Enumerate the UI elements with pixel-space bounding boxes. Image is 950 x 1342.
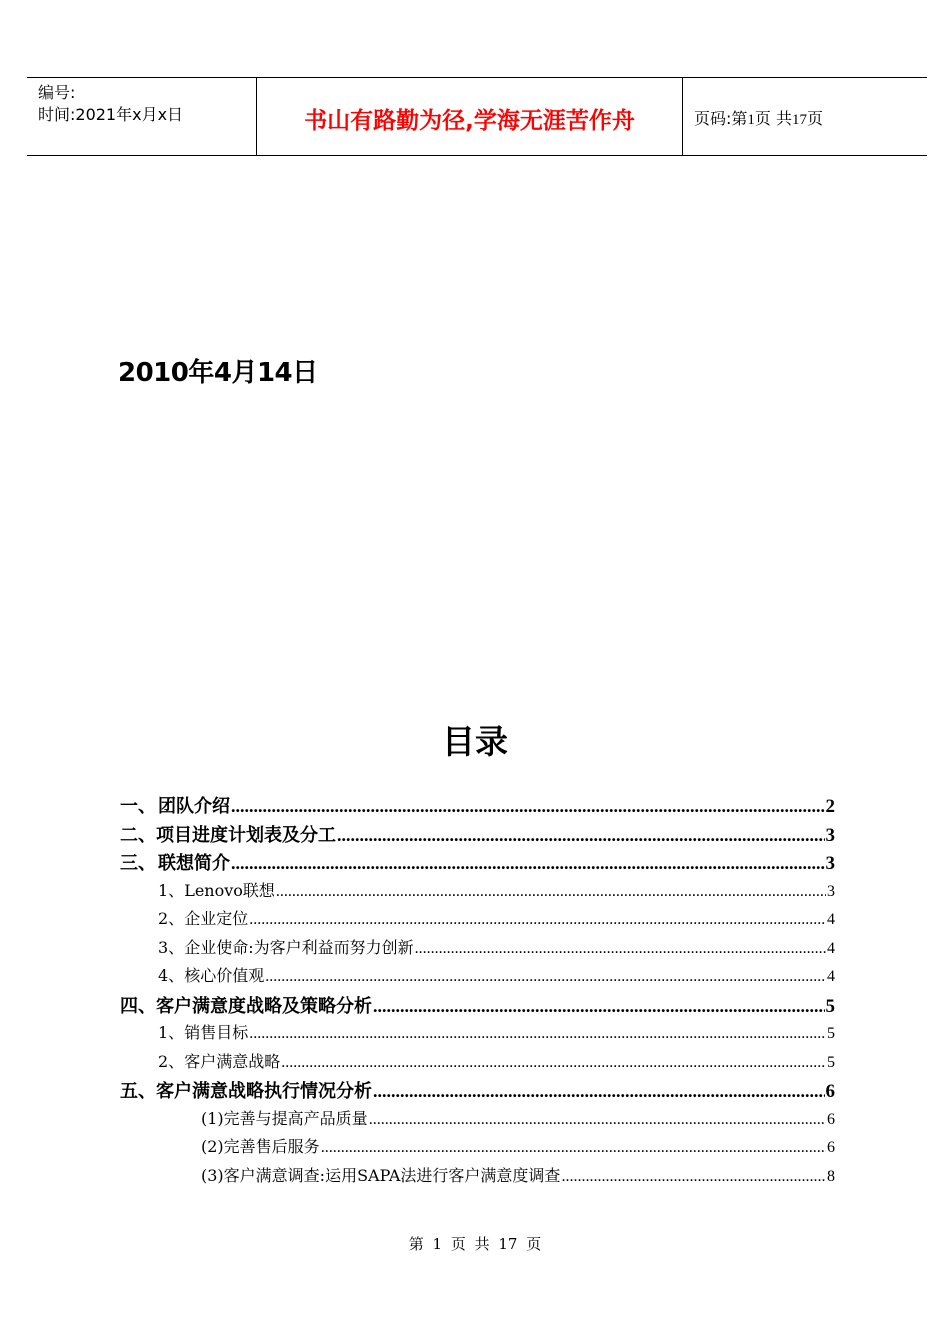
toc-entry-number: 二、 — [120, 825, 156, 846]
toc-entry-text: 完善与提高产品质量 — [223, 1109, 368, 1128]
toc-entry-page: 6 — [827, 1111, 835, 1128]
document-date: 2010年4月14日 — [118, 358, 318, 388]
toc-entry-number: (3) — [201, 1166, 224, 1185]
toc-entry-page: 5 — [827, 1054, 835, 1071]
toc-leader-dots — [249, 911, 826, 929]
toc-leader-dots — [415, 940, 826, 958]
toc-leader-dots — [276, 883, 826, 901]
toc-entry[interactable] — [201, 1106, 835, 1134]
header-divider — [682, 77, 683, 155]
toc-entry-text: 客户满意度战略及策略分析 — [156, 996, 372, 1017]
toc-entry-number: 1、 — [158, 1023, 185, 1042]
page-footer: 第 1 页 共 17 页 — [408, 1235, 542, 1253]
toc-entry-page: 8 — [827, 1168, 835, 1185]
toc-entry-text: 团队介绍 — [157, 796, 230, 817]
toc-entry-number: 2、 — [158, 909, 185, 928]
toc-entry[interactable] — [120, 1077, 835, 1106]
toc-entry-page: 4 — [827, 940, 835, 957]
toc-leader-dots — [373, 996, 825, 1017]
toc-entry-number: 3、 — [158, 938, 185, 957]
toc-entry-number: 2、 — [158, 1052, 185, 1071]
toc-entry[interactable] — [158, 1049, 835, 1077]
toc-entry[interactable] — [158, 1020, 835, 1048]
header-bottom-rule — [27, 155, 927, 156]
toc-entry-page: 2 — [825, 796, 835, 817]
toc-entry[interactable] — [120, 821, 835, 850]
page-middle: 页 共 — [754, 109, 792, 128]
toc-entry-page: 5 — [827, 1025, 835, 1042]
toc-entry-number: (1) — [201, 1109, 224, 1128]
toc-leader-dots — [561, 1168, 826, 1186]
toc-entry-number: 4、 — [158, 966, 185, 985]
header-motto: 书山有路勤为径,学海无涯苦作舟 — [304, 108, 635, 134]
time-label: 时间:2021年x月x日 — [38, 105, 184, 124]
toc-entry-text: 客户满意调查:运用SAPA法进行客户满意度调查 — [223, 1166, 561, 1185]
toc-entry[interactable] — [120, 792, 835, 821]
toc-entry-page: 3 — [825, 853, 835, 874]
toc-entry[interactable] — [201, 1134, 835, 1162]
toc-entry[interactable] — [158, 906, 835, 934]
toc-entry-number: 1、 — [158, 881, 185, 900]
toc-leader-dots — [373, 1081, 825, 1102]
toc-entry-page: 4 — [827, 911, 835, 928]
toc-leader-dots — [337, 825, 825, 846]
toc-entry[interactable] — [201, 1163, 835, 1191]
toc-leader-dots — [321, 1139, 826, 1157]
toc-entry-text: Lenovo联想 — [184, 881, 275, 900]
toc-entry-page: 3 — [827, 883, 835, 900]
toc-entry-text: 销售目标 — [184, 1023, 249, 1042]
toc-entry-number: 三、 — [120, 853, 156, 874]
page-prefix: 页码:第 — [694, 109, 748, 128]
toc-entry-text: 客户满意战略执行情况分析 — [156, 1081, 372, 1102]
toc-entry-page: 3 — [825, 825, 835, 846]
toc-entry-text: 联想简介 — [157, 853, 230, 874]
page-suffix: 页 — [807, 109, 824, 128]
toc-entry-text: 项目进度计划表及分工 — [156, 825, 336, 846]
toc-entry-page: 4 — [827, 968, 835, 985]
toc-leader-dots — [249, 1025, 826, 1043]
header-top-rule — [27, 77, 927, 78]
toc-entry-number: (2) — [201, 1137, 224, 1156]
page-total: 17 — [792, 112, 807, 128]
toc-entry[interactable] — [158, 878, 835, 906]
toc-title: 目录 — [442, 722, 508, 761]
toc-leader-dots — [265, 968, 826, 986]
toc-entry-page: 5 — [825, 996, 835, 1017]
header-page-number — [694, 106, 823, 129]
toc-entry-text: 核心价值观 — [184, 966, 265, 985]
toc-entry[interactable] — [120, 992, 835, 1021]
toc-entry[interactable] — [120, 849, 835, 878]
toc-entry-number: 五、 — [120, 1081, 156, 1102]
toc-entry-number: 一、 — [120, 796, 156, 817]
toc-entry-page: 6 — [825, 1081, 835, 1102]
number-label: 编号: — [38, 83, 76, 102]
toc-entry-text: 企业使命:为客户利益而努力创新 — [184, 938, 414, 957]
toc-entry[interactable] — [158, 963, 835, 991]
toc-entry-text: 企业定位 — [184, 909, 249, 928]
toc-entry-text: 客户满意战略 — [184, 1052, 281, 1071]
toc-entry-page: 6 — [827, 1139, 835, 1156]
toc-leader-dots — [281, 1054, 826, 1072]
header-info — [38, 82, 183, 126]
toc-leader-dots — [231, 853, 825, 874]
toc-entry[interactable] — [158, 935, 835, 963]
toc-entry-text: 完善售后服务 — [223, 1137, 320, 1156]
page-current: 1 — [747, 112, 755, 128]
toc-leader-dots — [231, 796, 825, 817]
toc-entry-number: 四、 — [120, 996, 156, 1017]
toc-leader-dots — [369, 1111, 826, 1129]
